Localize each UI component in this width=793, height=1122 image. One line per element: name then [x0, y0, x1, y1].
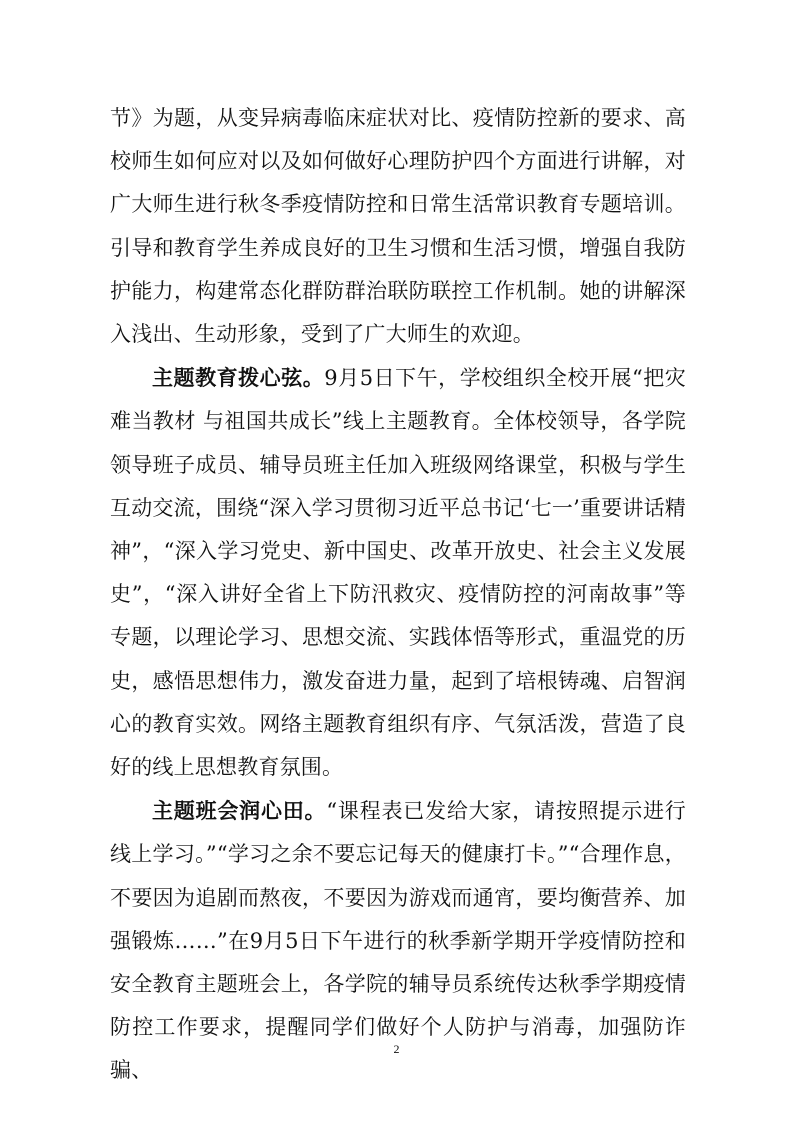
paragraph-continuation [110, 97, 686, 356]
paragraph-1-text: 节》为题，从变异病毒临床症状对比、疫情防控新的要求、高校师生如何应对以及如何做好心理防护四个方面进行讲解，对广大师生进行秋冬季疫情防控和日常生活常识教育专题培训。引导和教育学生养成良好的卫生习惯和生活习惯，增强自我防护能力，构建常态化群防群治联防联控工作机制。她的讲解深入浅出、生动形象，受到了广大师生的欢迎。 [110, 106, 686, 347]
paragraph-3-text: “课程表已发给大家，请按照提示进行线上学习。”“学习之余不要忘记每天的健康打卡。”“合理作息，不要因为追剧而熬夜，不要因为游戏而通宵，要均衡营养、加强锻炼……”在9月5日下午进行的秋季新学期开学疫情防控和安全教育主题班会上，各学院的辅导员系统传达秋季学期疫情防控工作要求，提醒同学们做好个人防护与消毒，加强防诈骗、 [110, 799, 686, 1083]
paragraph-2-heading: 主题教育拨心弦。 [152, 365, 325, 391]
paragraph-theme-education [110, 356, 686, 789]
body-text [110, 97, 686, 1093]
page-number: 2 [393, 1042, 400, 1056]
paragraph-2-text: 9月5日下午，学校组织全校开展“把灾难当教材 与祖国共成长”线上主题教育。全体校领导，各学院领导班子成员、辅导员班主任加入班级网络课堂，积极与学生互动交流，围绕“深入学习贯彻习近平总书记‘七一’重要讲话精神”，“深入学习党史、新中国史、改革开放史、社会主义发展史”，“深入讲好全省上下防汛救灾、疫情防控的河南故事”等专题，以理论学习、思想交流、实践体悟等形式，重温党的历史，感悟思想伟力，激发奋进力量，起到了培根铸魂、启智润心的教育实效。网络主题教育组织有序、气氛活泼，营造了良好的线上思想教育氛围。 [110, 366, 686, 780]
paragraph-3-heading: 主题班会润心田。 [152, 798, 327, 824]
